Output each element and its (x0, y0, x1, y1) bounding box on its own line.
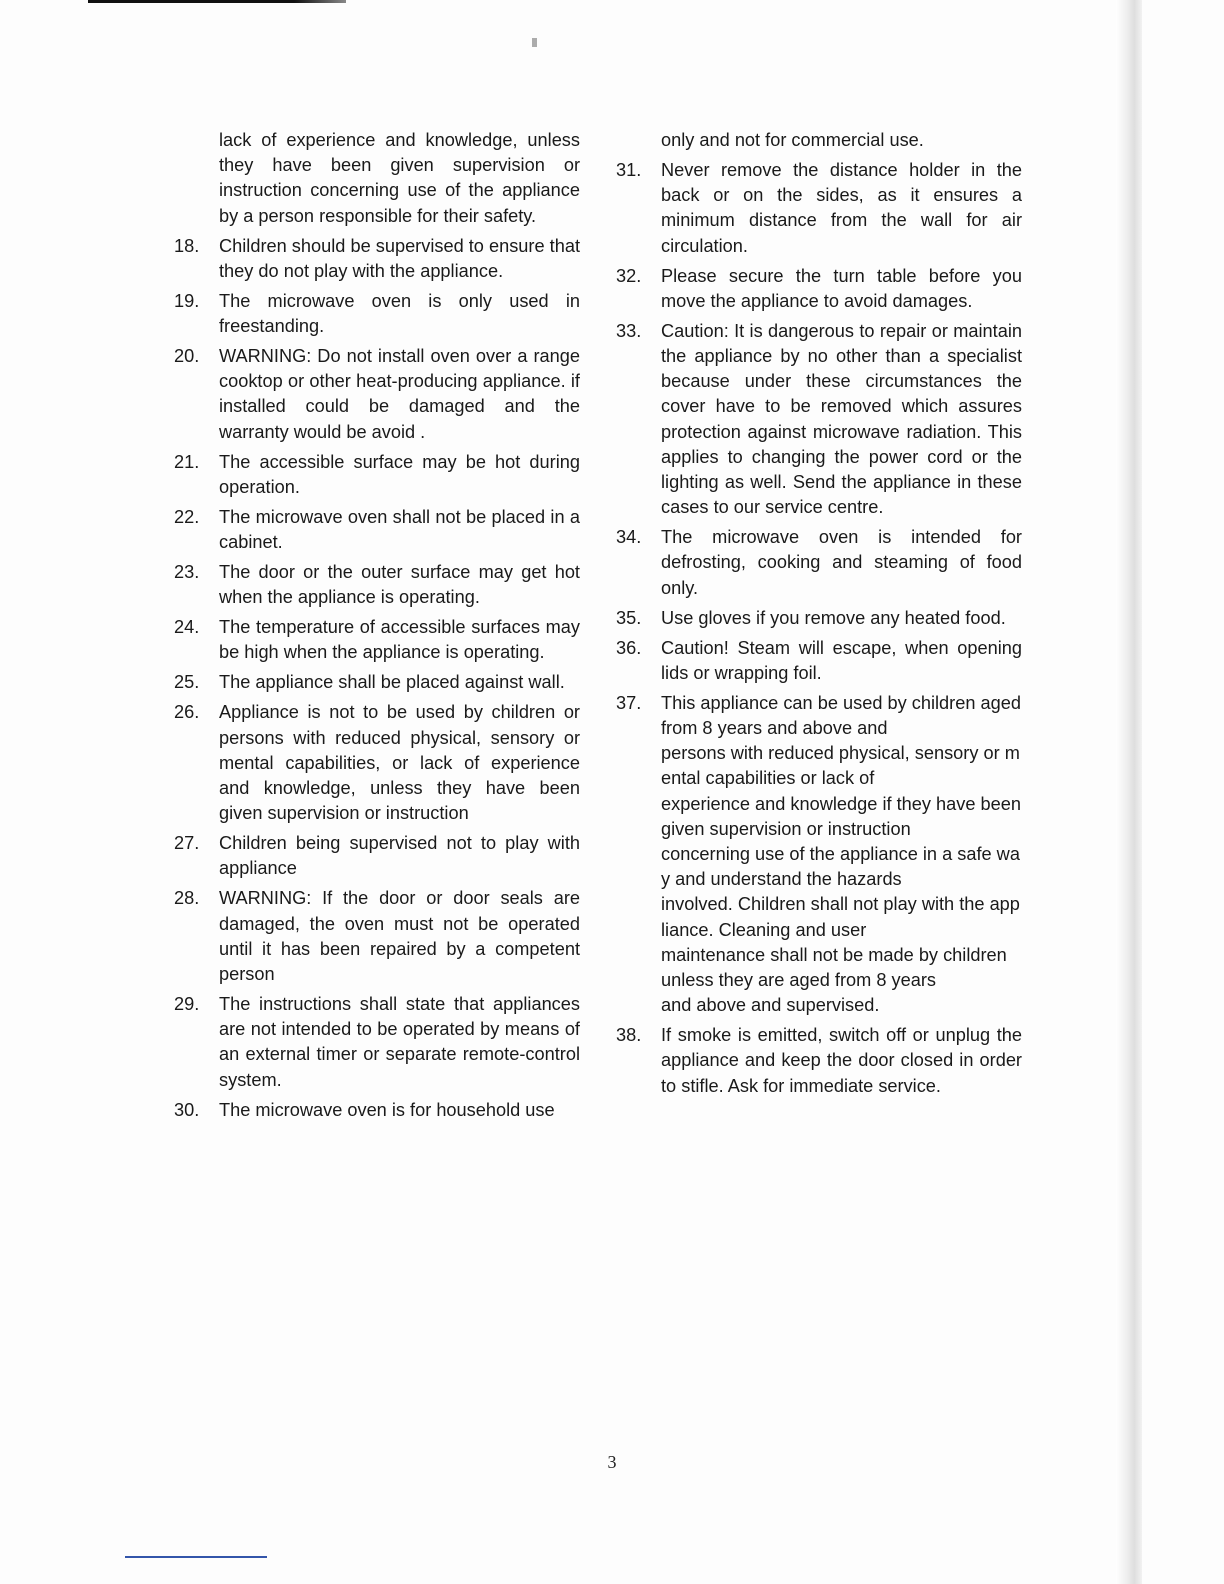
item-text: The temperature of accessible surfaces may be high when the appliance is operating. (219, 617, 580, 663)
item-text: The microwave oven is intended for defrosting, cooking and steaming of food only. (661, 527, 1022, 598)
item-text: The instructions shall state that appliances are not intended to be operated by means of an external timer or separate remote-control system. (219, 994, 580, 1090)
item-text: If smoke is emitted, switch off or unplug the appliance and keep the door closed in order to stifle. Ask for immediate service. (661, 1025, 1022, 1096)
list-item (174, 289, 580, 339)
right-column (616, 128, 1022, 1104)
scan-artifact-dot (532, 38, 537, 47)
list-item (616, 691, 1022, 1019)
item-number: 20. (174, 346, 200, 367)
item-number: 29. (174, 994, 200, 1015)
list-item (616, 264, 1022, 314)
item-number: 35. (616, 607, 642, 628)
item-number: 32. (616, 265, 642, 286)
item-number: 22. (174, 506, 200, 527)
list-item (174, 450, 580, 500)
item-number: 19. (174, 290, 200, 311)
left-column (174, 128, 580, 1128)
list-item (174, 560, 580, 610)
list-item (616, 525, 1022, 601)
safety-list (174, 234, 580, 1123)
item-text: Caution: It is dangerous to repair or maintain the appliance by no other than a specialist because under these circumstances the cover have to be removed which assures protection against microwave radiation. This applies to changing the power cord or the lighting as well. Send the appliance in these cases to our service centre. (661, 320, 1022, 518)
continuation-text: only and not for commercial use. (661, 130, 924, 150)
item-text: The microwave oven is for household use (219, 1099, 555, 1120)
list-item (174, 234, 580, 284)
list-item (174, 992, 580, 1093)
scan-artifact-bottom-line (125, 1556, 267, 1558)
list-item (174, 886, 580, 987)
item-number: 34. (616, 527, 642, 548)
list-item (174, 615, 580, 665)
scan-artifact-right-edge (1116, 0, 1142, 1584)
item-number: 28. (174, 888, 200, 909)
item-text: Caution! Steam will escape, when opening lids or wrapping foil. (661, 637, 1022, 683)
item-text: Please secure the turn table before you move the appliance to avoid damages. (661, 265, 1022, 311)
item-text: Use gloves if you remove any heated food. (661, 607, 1006, 628)
page-number: 3 (607, 1452, 617, 1472)
item-number: 21. (174, 451, 200, 472)
continuation-text: lack of experience and knowledge, unless they have been given supervision or instruction concerning use of the appliance by a person responsible for their safety. (219, 130, 580, 226)
list-item (616, 636, 1022, 686)
item-number: 25. (174, 672, 200, 693)
list-item (616, 1023, 1022, 1099)
item-text: WARNING: Do not install oven over a range cooktop or other heat-producing appliance. if installed could be damaged and the warranty would be avoid . (219, 346, 580, 442)
item-text: The appliance shall be placed against wall. (219, 672, 565, 693)
item-text: Children being supervised not to play with appliance (219, 833, 580, 879)
item-text: The accessible surface may be hot during operation. (219, 451, 580, 497)
item-number: 30. (174, 1099, 200, 1120)
list-item (174, 1098, 580, 1123)
item-text: This appliance can be used by children aged from 8 years and above and persons with reduced physical, sensory or m ental capabilities or lack of experience and knowledge if they have been given supervision or instruction concerning use of the appliance in a safe wa y and understand the hazards involved. Children shall not play with the app liance. Cleaning and user maintenance shall not be made by children unless they are aged from 8 years and above and supervised. (661, 692, 1021, 1016)
list-item (174, 831, 580, 881)
list-item (174, 505, 580, 555)
list-item (616, 319, 1022, 521)
item-number: 36. (616, 637, 642, 658)
item-number: 18. (174, 235, 200, 256)
list-item (174, 700, 580, 826)
list-item (616, 158, 1022, 259)
list-item (174, 344, 580, 445)
item-number: 37. (616, 692, 642, 713)
item-text: Appliance is not to be used by children or persons with reduced physical, sensory or mental capabilities, or lack of experience and knowledge, unless they have been given supervision or instruction (219, 702, 580, 824)
item-number: 31. (616, 160, 642, 180)
item-number: 33. (616, 320, 642, 341)
item-text: Children should be supervised to ensure that they do not play with the appliance. (219, 235, 580, 281)
item-number: 38. (616, 1025, 642, 1046)
item-number: 24. (174, 617, 200, 638)
safety-list (616, 158, 1022, 1099)
item-text: The door or the outer surface may get hot when the appliance is operating. (219, 562, 580, 608)
item-number: 23. (174, 562, 200, 583)
list-item (174, 670, 580, 695)
item-number: 27. (174, 833, 200, 854)
item-text: The microwave oven shall not be placed in a cabinet. (219, 506, 580, 553)
item-text: WARNING: If the door or door seals are damaged, the oven must not be operated until it has been repaired by a competent person (219, 888, 580, 985)
item-text: Never remove the distance holder in the back or on the sides, as it ensures a minimum distance from the wall for air circulation. (661, 160, 1022, 256)
item-number: 26. (174, 702, 200, 723)
scan-artifact-top-line (88, 0, 346, 3)
item-text: The microwave oven is only used in freestanding. (219, 290, 580, 337)
list-item (616, 606, 1022, 631)
